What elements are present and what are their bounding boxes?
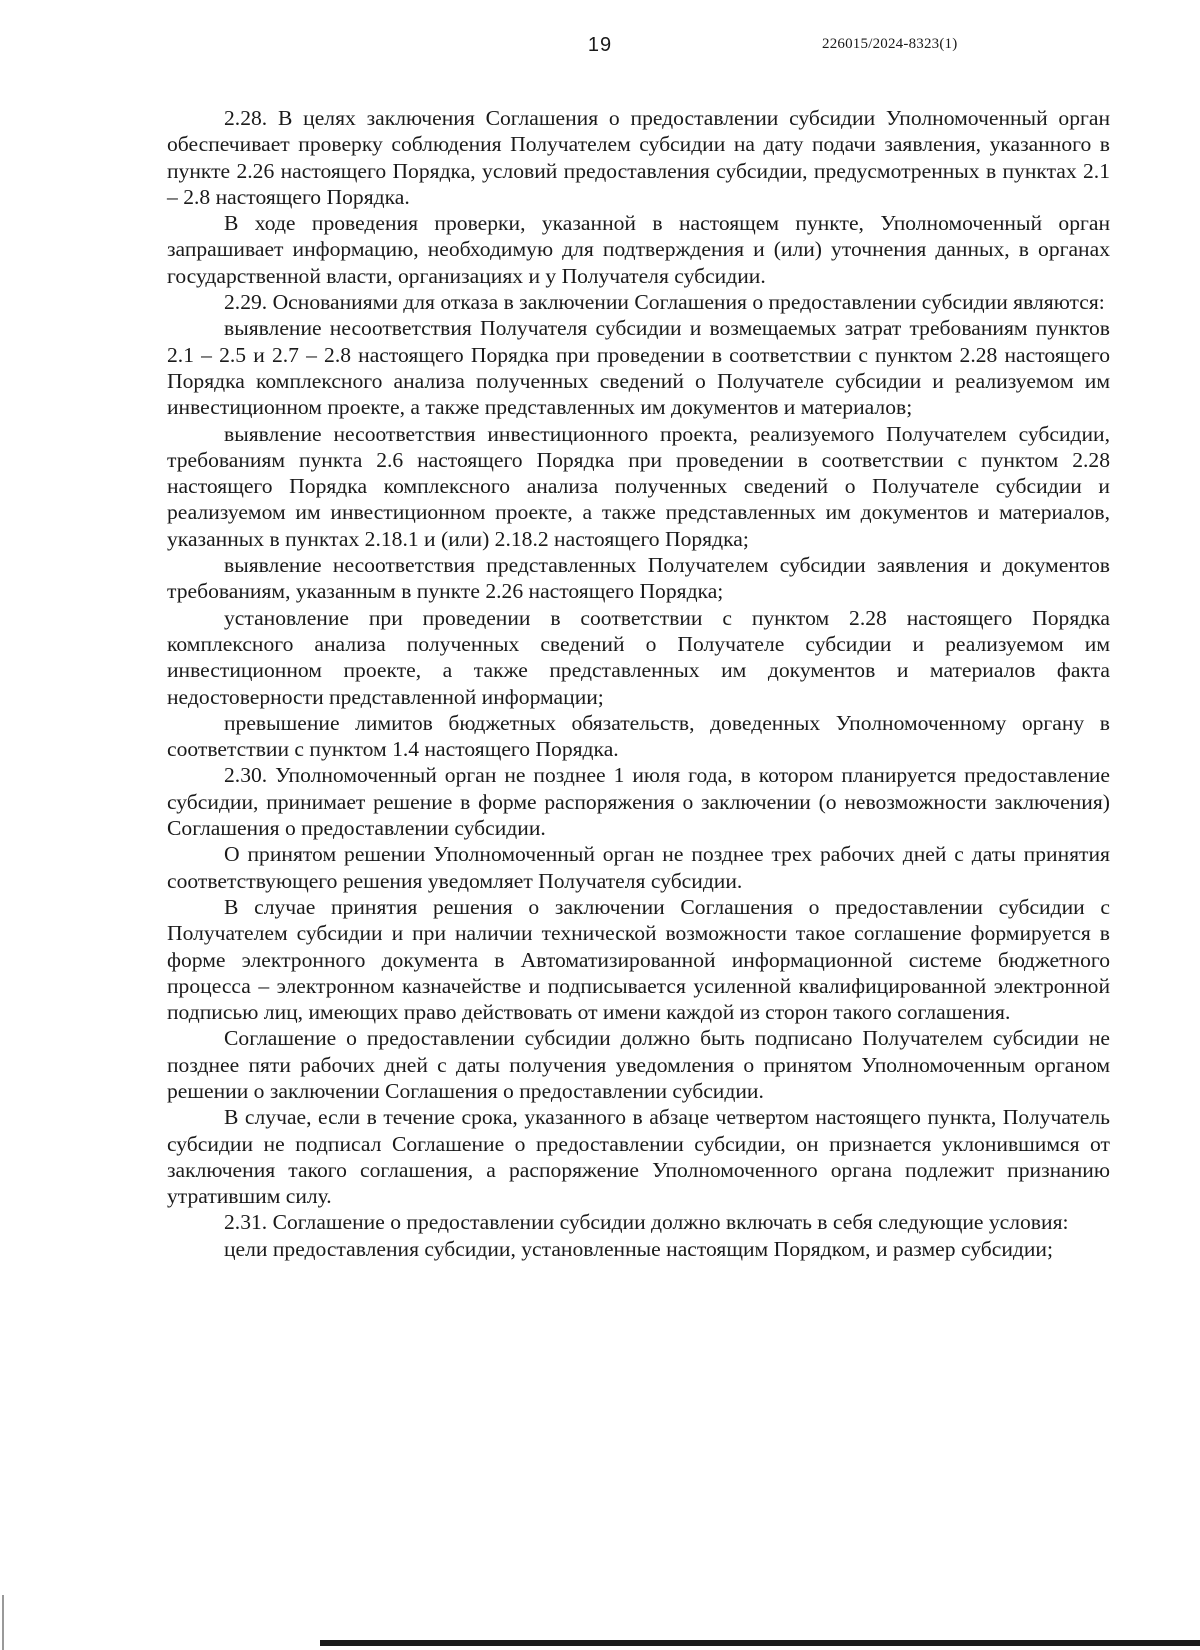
refusal-ground-4: установление при проведении в соответствии с пунктом 2.28 настоящего Порядка комплексного анализа полученных сведений о Получателе субсидии и реализуемом им инвестиционном проекте, а также представленных им документов и материалов факта недостоверности представленной информации;: [167, 605, 1110, 709]
document-body: [167, 105, 1110, 1262]
bottom-scan-border: [320, 1640, 1200, 1646]
page-number: 19: [587, 34, 613, 56]
refusal-ground-5: превышение лимитов бюджетных обязательств, доведенных Уполномоченному органу в соответствии с пунктом 1.4 настоящего Порядка.: [167, 710, 1110, 762]
refusal-ground-2: выявление несоответствия инвестиционного проекта, реализуемого Получателем субсидии, требованиям пункта 2.6 настоящего Порядка при проведении в соответствии с пунктом 2.28 настоящего Порядка комплексного анализа полученных сведений о Получателе субсидии и реализуемом им инвестиционном проекте, а также представленных им документов и материалов, указанных в пунктах 2.18.1 и (или) 2.18.2 настоящего Порядка;: [167, 421, 1110, 551]
paragraph-2-31: 2.31. Соглашение о предоставлении субсидии должно включать в себя следующие условия:: [224, 1210, 1069, 1235]
paragraph-notification: О принятом решении Уполномоченный орган не позднее трех рабочих дней с даты принятия соответствующего решения уведомляет Получателя субсидии.: [167, 842, 1110, 893]
paragraph-verification: В ходе проведения проверки, указанной в настоящем пункте, Уполномоченный орган запрашивает информацию, необходимую для подтверждения и (или) уточнения данных, в органах государственной власти, организациях и у Получателя субсидии.: [167, 211, 1110, 288]
paragraph-2-29: 2.29. Основаниями для отказа в заключении Соглашения о предоставлении субсидии являются:: [224, 290, 1105, 315]
paragraph-2-28: 2.28. В целях заключения Соглашения о предоставлении субсидии Уполномоченный орган обеспечивает проверку соблюдения Получателем субсидии на дату подачи заявления, указанного в пункте 2.26 настоящего Порядка, условий предоставления субсидии, предусмотренных в пунктах 2.1 – 2.8 настоящего Порядка.: [167, 106, 1110, 209]
paragraph-2-30: 2.30. Уполномоченный орган не позднее 1 июля года, в котором планируется предоставление субсидии, принимает решение в форме распоряжения о заключении (о невозможности заключения) Соглашения о предоставлении субсидии.: [167, 763, 1110, 841]
refusal-ground-1: выявление несоответствия Получателя субсидии и возмещаемых затрат требованиям пунктов 2.1 – 2.5 и 2.7 – 2.8 настоящего Порядка при проведении в соответствии с пунктом 2.28 настоящего Порядка комплексного анализа полученных сведений о Получателе субсидии и реализуемом им инвестиционном проекте, а также представленных им документов и материалов;: [167, 316, 1110, 420]
paragraph-electronic-agreement: В случае принятия решения о заключении Соглашения о предоставлении субсидии с Получателем субсидии и при наличии технической возможности такое соглашение формируется в форме электронного документа в Автоматизированной информационной системе бюджетного процесса – электронном казначействе и подписывается усиленной квалифицированной электронной подписью лиц, имеющих право действовать от имени каждой из сторон такого соглашения.: [167, 894, 1110, 1025]
paragraph-evasion: В случае, если в течение срока, указанного в абзаце четвертом настоящего пункта, Получатель субсидии не подписал Соглашение о предоставлении субсидии, он признается уклонившимся от заключения такого соглашения, а распоряжение Уполномоченного органа подлежит признанию утратившим силу.: [167, 1105, 1110, 1209]
refusal-ground-3: выявление несоответствия представленных Получателем субсидии заявления и документов требованиям, указанным в пункте 2.26 настоящего Порядка;: [167, 553, 1110, 604]
scan-edge-mark: [2, 1595, 4, 1650]
condition-goals: цели предоставления субсидии, установленные настоящим Порядком, и размер субсидии;: [224, 1236, 1053, 1261]
document-code: 226015/2024-8323(1): [822, 36, 958, 52]
paragraph-signing-deadline: Соглашение о предоставлении субсидии должно быть подписано Получателем субсидии не позднее пяти рабочих дней с даты получения уведомления о принятом Уполномоченным органом решении о заключении Соглашения о предоставлении субсидии.: [167, 1026, 1110, 1103]
